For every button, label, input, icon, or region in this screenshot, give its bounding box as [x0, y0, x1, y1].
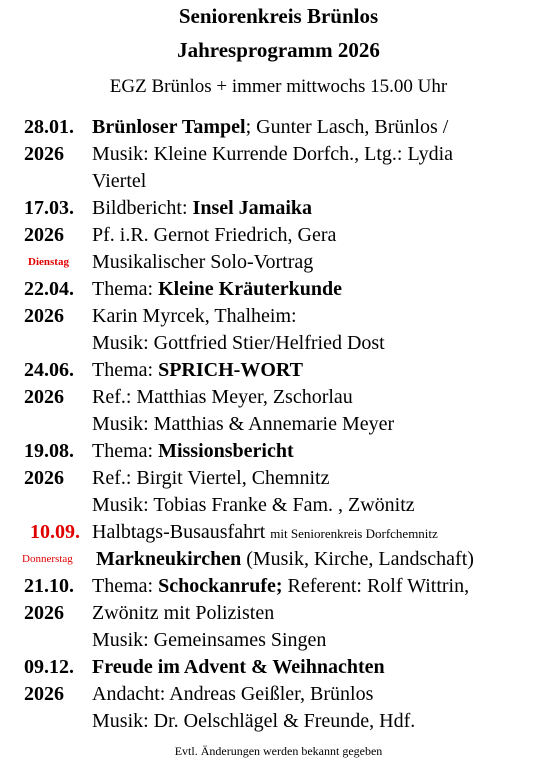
- event-topic-pre: Thema:: [92, 440, 159, 462]
- event-row: [0, 573, 557, 600]
- event-detail: Viertel: [92, 170, 147, 192]
- event-row: [0, 357, 557, 384]
- event-topic-small: mit Seniorenkreis Dorfchemnitz: [270, 526, 438, 541]
- event-detail: Musik: Kleine Kurrende Dorfch., Ltg.: Lydia: [92, 143, 454, 165]
- event-date: 19.08.: [24, 440, 74, 462]
- event-row: [0, 411, 557, 438]
- event-topic-rest: ; Gunter Lasch, Brünlos /: [245, 116, 449, 138]
- event-topic-bold: Missionsbericht: [158, 440, 294, 462]
- event-row: [0, 276, 557, 303]
- event-topic-rest: Referent: Rolf Wittrin,: [282, 575, 470, 597]
- event-topic-pre: Halbtags-Busausfahrt: [92, 521, 271, 543]
- event-topic-bold: Kleine Kräuterkunde: [158, 278, 342, 300]
- event-topic-bold: Schockanrufe;: [158, 575, 283, 597]
- footer-note: Evtl. Änderungen werden bekannt gegeben: [174, 744, 383, 758]
- event-topic-pre: Thema:: [92, 359, 159, 381]
- event-detail: Musikalischer Solo-Vortrag: [92, 251, 314, 273]
- event-topic-bold: Freude im Advent & Weihnachten: [92, 656, 385, 678]
- event-detail: Ref.: Birgit Viertel, Chemnitz: [92, 467, 330, 489]
- event-row: [0, 438, 557, 465]
- event-row: [0, 519, 557, 546]
- event-topic: [92, 357, 303, 384]
- event-topic: [92, 573, 469, 600]
- event-topic-pre: Bildbericht:: [92, 197, 193, 219]
- event-date: 28.01.: [24, 116, 74, 138]
- event-detail: Andacht: Andreas Geißler, Brünlos: [92, 683, 374, 705]
- event-topic: [92, 438, 294, 465]
- event-row: [0, 708, 557, 735]
- event-date: 17.03.: [24, 197, 74, 219]
- event-row: [0, 114, 557, 141]
- event-date-highlighted: 10.09.: [30, 521, 80, 543]
- event-detail: Karin Myrcek, Thalheim:: [92, 305, 297, 327]
- event-row: [0, 330, 557, 357]
- event-detail: Musik: Tobias Franke & Fam. , Zwönitz: [92, 494, 415, 516]
- event-row: [0, 546, 557, 573]
- event-row: [0, 492, 557, 519]
- event-row: [0, 384, 557, 411]
- event-topic: [92, 519, 438, 547]
- event-topic: [92, 654, 385, 681]
- event-topic-bold: Insel Jamaika: [192, 197, 313, 219]
- event-detail: Musik: Matthias & Annemarie Meyer: [92, 413, 395, 435]
- event-row: [0, 681, 557, 708]
- event-detail: Pf. i.R. Gernot Friedrich, Gera: [92, 224, 337, 246]
- event-weekday: Donnerstag: [22, 553, 73, 565]
- event-year: 2026: [24, 683, 64, 705]
- event-row: [0, 627, 557, 654]
- event-year: 2026: [24, 467, 64, 489]
- event-detail-rest: (Musik, Kirche, Landschaft): [241, 548, 474, 570]
- event-detail: Ref.: Matthias Meyer, Zschorlau: [92, 386, 353, 408]
- event-row: [0, 195, 557, 222]
- event-year: 2026: [24, 224, 64, 246]
- event-topic: [92, 114, 448, 141]
- event-row: [0, 168, 557, 195]
- event-topic-pre: Thema:: [92, 575, 159, 597]
- event-detail: [96, 546, 474, 573]
- event-weekday: Dienstag: [28, 256, 69, 268]
- event-year: 2026: [24, 143, 64, 165]
- event-detail: Zwönitz mit Polizisten: [92, 602, 275, 624]
- event-detail: Musik: Gemeinsames Singen: [92, 629, 327, 651]
- event-row: [0, 222, 557, 249]
- program-title: Seniorenkreis Brünlos: [178, 4, 379, 28]
- event-row: [0, 249, 557, 276]
- event-date: 24.06.: [24, 359, 74, 381]
- event-row: [0, 141, 557, 168]
- event-detail-bold: Markneukirchen: [96, 548, 242, 570]
- event-topic: [92, 276, 342, 303]
- event-row: [0, 600, 557, 627]
- program-subtitle: Jahresprogramm 2026: [177, 38, 380, 62]
- location-line: EGZ Brünlos + immer mittwochs 15.00 Uhr: [109, 76, 448, 97]
- event-detail: Musik: Gottfried Stier/Helfried Dost: [92, 332, 385, 354]
- event-row: [0, 654, 557, 681]
- event-date: 21.10.: [24, 575, 74, 597]
- event-topic-bold: SPRICH-WORT: [158, 359, 303, 381]
- event-year: 2026: [24, 305, 64, 327]
- event-year: 2026: [24, 386, 64, 408]
- event-row: [0, 303, 557, 330]
- event-year: 2026: [24, 602, 64, 624]
- event-date: 09.12.: [24, 656, 74, 678]
- event-date: 22.04.: [24, 278, 74, 300]
- event-row: [0, 465, 557, 492]
- event-detail: Musik: Dr. Oelschlägel & Freunde, Hdf.: [92, 710, 416, 732]
- event-topic: [92, 195, 312, 222]
- event-topic-bold: Brünloser Tampel: [92, 116, 246, 138]
- event-topic-pre: Thema:: [92, 278, 159, 300]
